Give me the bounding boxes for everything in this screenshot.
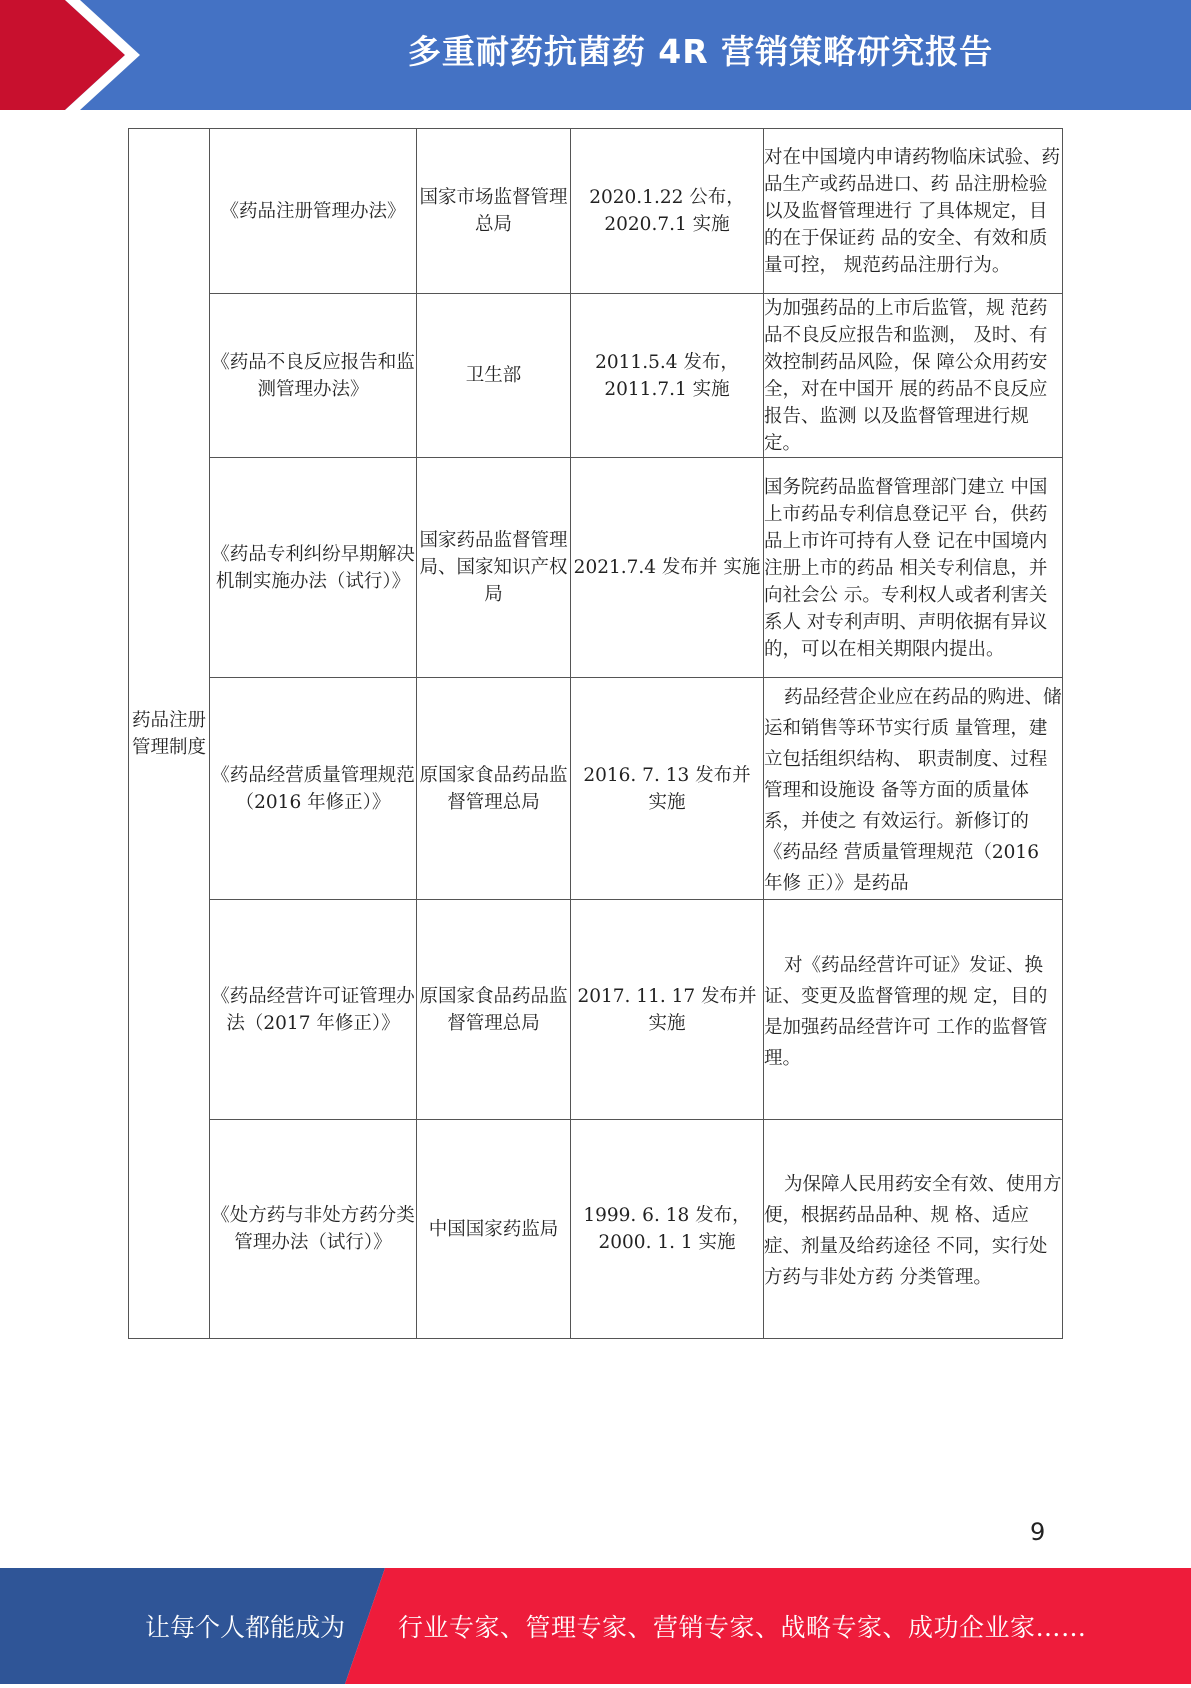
date-line: 实施: [648, 791, 686, 813]
issuing-authority: 中国国家药监局: [417, 1120, 571, 1339]
issuing-authority: 国家市场监督管理总局: [417, 129, 571, 294]
description-cell: [764, 900, 1063, 1120]
date-cell: [571, 129, 764, 294]
table-row: [129, 1120, 1063, 1339]
regulation-name: 《药品不良反应报告和监测管理办法》: [210, 294, 417, 458]
table-row: [129, 458, 1063, 678]
issuing-authority: 国家药品监督管理局、国家知识产权局: [417, 458, 571, 678]
regulation-name: 《药品注册管理办法》: [210, 129, 417, 294]
description-text: 为保障人民用药安全有效、使用方便，根据药品品种、规 格、适应症、剂量及给药途径 不同，实行处方药与非处方药 分类管理。: [764, 1174, 1062, 1288]
date-line: 2011.5.4 发布，: [595, 351, 739, 373]
description-cell: [764, 678, 1063, 900]
table-row: [129, 678, 1063, 900]
description-text: 对《药品经营许可证》发证、换证、变更及监督管理的规 定，目的是加强药品经营许可 工作的监督管理。: [764, 954, 1048, 1069]
table-row: [129, 294, 1063, 458]
regulation-name: 《药品经营质量管理规范（2016 年修正）》: [210, 678, 417, 900]
report-title: 多重耐药抗菌药 4R 营销策略研究报告: [407, 32, 994, 71]
description-cell: [764, 129, 1063, 294]
issuing-authority: 原国家食品药品监督管理总局: [417, 900, 571, 1120]
date-line: 2021.7.4 发布并 实施: [573, 557, 761, 578]
description-text: 为加强药品的上市后监管，规 范药品不良反应报告和监测， 及时、有效控制药品风险，保 障公众用药安全，对在中国开 展的药品不良反应报告、监测 以及监督管理进行规定。: [764, 298, 1048, 454]
regulation-name: 《处方药与非处方药分类管理办法（试行）》: [210, 1120, 417, 1339]
description-text: 药品经营企业应在药品的购进、储运和销售等环节实行质 量管理，建立包括组织结构、 职责制度、过程管理和设施设 备等方面的质量体系，并使之 有效运行。新修订的《药品经 营质量管理规范（2016 年修 正）》是药品: [764, 687, 1062, 894]
date-line: 1999. 6. 18 发布，: [583, 1205, 751, 1226]
description-cell: [764, 294, 1063, 458]
footer-slogan-left: 让每个人都能成为: [145, 1613, 346, 1642]
regulation-name: 《药品专利纠纷早期解决机制实施办法（试行）》: [210, 458, 417, 678]
date-line: 实施: [648, 1012, 686, 1034]
date-line: 2020.1.22 公布，: [589, 187, 745, 208]
date-line: 2000. 1. 1 实施: [598, 1232, 736, 1253]
page-footer: [0, 1568, 1191, 1684]
table-row: [129, 900, 1063, 1120]
date-line: 2020.7.1 实施: [604, 214, 730, 235]
description-text: 国务院药品监督管理部门建立 中国上市药品专利信息登记平 台，供药品上市许可持有人登 记在中国境内注册上市的药品 相关专利信息，并向社会公 示。专利权人或者利害关系人 对专利声明、声明依据有异议 的，可以在相关期限内提出。: [764, 476, 1048, 660]
category-cell: 药品注册管理制度: [129, 129, 210, 1339]
date-cell: [571, 1120, 764, 1339]
issuing-authority: 卫生部: [417, 294, 571, 458]
date-cell: [571, 294, 764, 458]
date-cell: [571, 900, 764, 1120]
date-line: 2011.7.1 实施: [604, 378, 730, 400]
header-arrow-decoration: [0, 0, 150, 110]
description-cell: [764, 458, 1063, 678]
date-line: 2016. 7. 13 发布并: [583, 764, 751, 786]
page-header: [0, 0, 1191, 110]
description-cell: [764, 1120, 1063, 1339]
description-text: 对在中国境内申请药物临床试验、药品生产或药品进口、药 品注册检验以及监督管理进行 了具体规定，目的在于保证药 品的安全、有效和质量可控， 规范药品注册行为。: [764, 147, 1061, 276]
table-row: [129, 129, 1063, 294]
date-line: 2017. 11. 17 发布并: [577, 985, 757, 1007]
date-cell: [571, 678, 764, 900]
date-cell: [571, 458, 764, 678]
issuing-authority: 原国家食品药品监督管理总局: [417, 678, 571, 900]
page-number: 9: [1030, 1518, 1046, 1546]
regulations-table: [128, 128, 1063, 1339]
footer-slogan-right: 行业专家、管理专家、营销专家、战略专家、成功企业家……: [398, 1613, 1087, 1642]
regulation-name: 《药品经营许可证管理办法（2017 年修正）》: [210, 900, 417, 1120]
